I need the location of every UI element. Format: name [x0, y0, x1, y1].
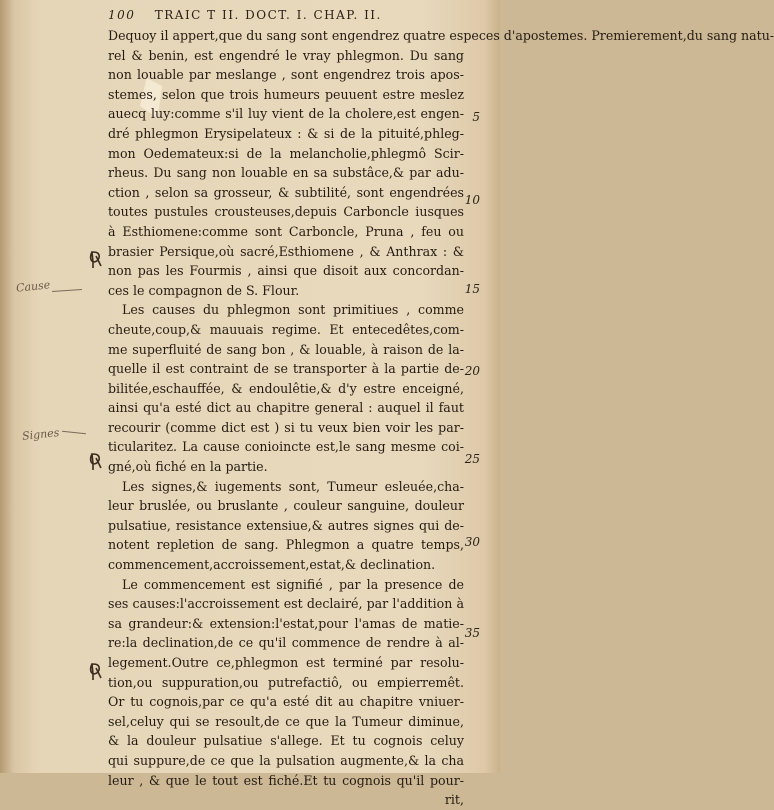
text-line: Les signes,& iugements sont, Tumeur esleuée,cha- — [122, 478, 464, 494]
running-title: TRAIC T II. DOCT. I. CHAP. II. — [154, 8, 382, 22]
text-line: mon Oedemateux:si de la melancholie,phlegmô Scir- — [108, 145, 464, 161]
text-line: bilitée,eschauffée, & endoulêtie,& d'y estre enceigné, — [108, 380, 464, 396]
running-header — [108, 8, 448, 22]
text-line: ses causes:l'accroissement est declairé, par l'addition à — [108, 596, 464, 612]
text-line: & la douleur pulsatiue s'allege. Et tu cognois celuy — [108, 733, 464, 749]
text-line: Les causes du phlegmon sont primitiues , comme — [122, 302, 464, 318]
text-line: leur bruslée, ou bruslante , couleur sanguine, douleur — [108, 498, 464, 514]
text-line: qui suppure,de ce que la pulsation augmente,& la cha — [108, 752, 464, 768]
paragraph-mark-icon — [88, 452, 104, 472]
text-line: Le commencement est signifié , par la presence de — [122, 576, 464, 592]
margin-note-signes: Signes — [21, 426, 60, 443]
text-line: cheute,coup,& mauuais regime. Et entecedêtes,com- — [108, 321, 464, 337]
text-line: ainsi qu'a esté dict au chapitre general : auquel il faut — [108, 400, 464, 416]
text-line: Dequoy il appert,que du sang sont engendrez quatre especes d'apostemes. Premierement,du sang natu- — [108, 28, 774, 43]
text-line: gné,où fiché en la partie. — [108, 459, 268, 475]
text-line: leur , & que le tout est fiché.Et tu cognois qu'il pour- — [108, 772, 464, 788]
margin-stroke — [52, 289, 82, 292]
text-line: ces le compagnon de S. Flour. — [108, 282, 300, 298]
line-number: 25 — [464, 452, 480, 466]
text-line: non louable par meslange , sont engendrez trois apos- — [108, 67, 464, 83]
text-line: dré phlegmon Erysipelateux : & si de la pituité,phleg- — [108, 125, 464, 141]
text-line: rheus. Du sang non louable en sa substâce,& par adu- — [108, 165, 464, 181]
text-line: commencement,accroissement,estat,& declination. — [108, 557, 436, 573]
text-line: à Esthiomene:comme sont Carboncle, Pruna , feu ou — [108, 223, 464, 239]
text-line: Or tu cognois,par ce qu'a esté dit au chapitre vniuer- — [108, 694, 464, 710]
page-number: 100 — [108, 8, 136, 22]
line-number: 20 — [464, 364, 480, 378]
text-line: stemes, selon que trois humeurs peuuent estre meslez — [108, 86, 464, 102]
line-number: 5 — [472, 110, 480, 124]
margin-stroke — [62, 431, 86, 435]
text-line: rit, — [444, 792, 464, 808]
text-line: ction , selon sa grosseur, & subtilité, sont engendrées — [108, 184, 464, 200]
text-line: brasier Persique,où sacré,Esthiomene , & Anthrax : & — [108, 243, 464, 259]
paragraph-mark-icon — [88, 662, 104, 682]
text-line: pulsatiue, resistance extensiue,& autres signes qui de- — [108, 517, 464, 533]
text-line: non pas les Fourmis , ainsi que disoit aux concordan- — [108, 263, 464, 279]
text-line: sel,celuy qui se resoult,de ce que la Tumeur diminue, — [108, 713, 464, 729]
text-line: re:la declination,de ce qu'il commence de rendre à al- — [108, 635, 464, 651]
text-line: rel & benin, est engendré le vray phlegmon. Du sang — [108, 47, 464, 63]
text-line: legement.Outre ce,phlegmon est terminé par resolu- — [108, 655, 464, 670]
text-line: recourir (comme dict est ) si tu veux bien voir les par- — [108, 419, 464, 435]
text-line: toutes pustules crousteuses,depuis Carboncle iusques — [108, 204, 464, 220]
text-line: quelle il est contraint de se transporter à la partie de- — [108, 361, 464, 377]
text-line: tion,ou suppuration,ou putrefactiô, ou empierremêt. — [108, 674, 464, 690]
paragraph-mark-icon — [88, 250, 104, 270]
text-line: me superfluité de sang bon , & louable, à raison de la- — [108, 341, 464, 357]
line-number: 35 — [464, 626, 480, 640]
line-number: 15 — [464, 282, 480, 296]
margin-note-cause: Cause — [15, 278, 51, 295]
text-line: ticularitez. La cause conioincte est,le sang mesme coi- — [108, 439, 464, 455]
text-line: notent repletion de sang. Phlegmon a quatre temps, — [108, 537, 464, 553]
line-number: 10 — [464, 193, 480, 207]
line-number: 30 — [464, 535, 480, 549]
text-line: auecq luy:comme s'il luy vient de la cholere,est engen- — [108, 106, 464, 122]
text-line: sa grandeur:& extension:l'estat,pour l'amas de matie- — [108, 615, 464, 631]
